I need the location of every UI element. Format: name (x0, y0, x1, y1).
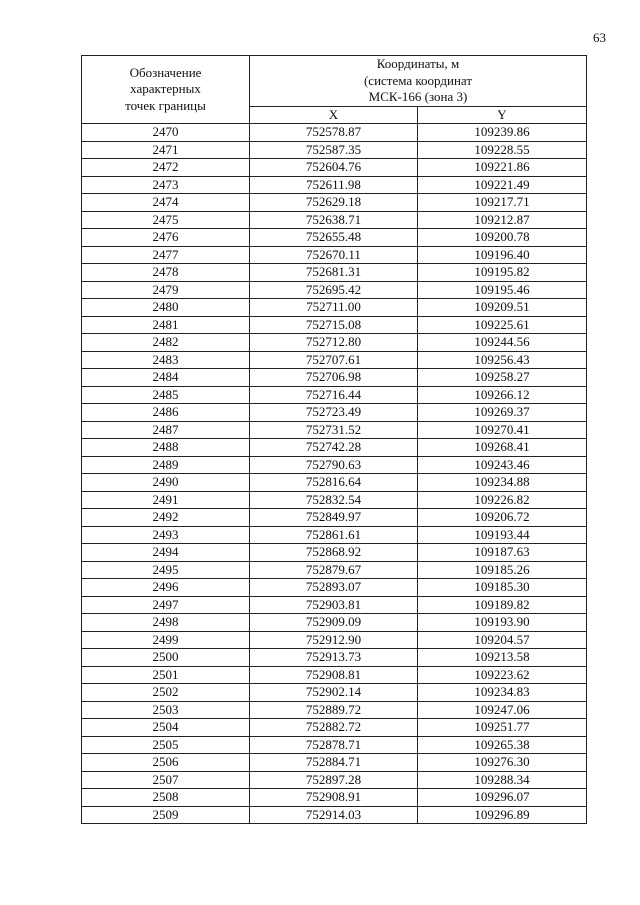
y-coordinate-cell: 109206.72 (418, 509, 587, 527)
table-row (82, 596, 587, 614)
table-row (82, 176, 587, 194)
point-id-cell: 2488 (82, 439, 250, 457)
x-coordinate-cell: 752716.44 (250, 386, 418, 404)
y-coordinate-cell: 109266.12 (418, 386, 587, 404)
y-coordinate-cell: 109256.43 (418, 351, 587, 369)
coordinates-table (81, 55, 587, 824)
x-coordinate-cell: 752731.52 (250, 421, 418, 439)
x-coordinate-cell: 752884.71 (250, 754, 418, 772)
y-column-header: Y (418, 106, 587, 124)
table-row (82, 649, 587, 667)
x-coordinate-cell: 752879.67 (250, 561, 418, 579)
y-coordinate-cell: 109247.06 (418, 701, 587, 719)
x-coordinate-cell: 752914.03 (250, 806, 418, 824)
point-id-cell: 2474 (82, 194, 250, 212)
table-row (82, 439, 587, 457)
y-coordinate-cell: 109212.87 (418, 211, 587, 229)
y-coordinate-cell: 109185.30 (418, 579, 587, 597)
point-id-cell: 2498 (82, 614, 250, 632)
x-coordinate-cell: 752908.81 (250, 666, 418, 684)
x-coordinate-cell: 752655.48 (250, 229, 418, 247)
point-header-line: характерных (130, 81, 201, 97)
table-row (82, 544, 587, 562)
y-coordinate-cell: 109221.86 (418, 159, 587, 177)
x-coordinate-cell: 752868.92 (250, 544, 418, 562)
y-coordinate-cell: 109189.82 (418, 596, 587, 614)
y-coordinate-cell: 109269.37 (418, 404, 587, 422)
table-row (82, 806, 587, 824)
point-id-cell: 2507 (82, 771, 250, 789)
point-id-cell: 2481 (82, 316, 250, 334)
point-id-cell: 2496 (82, 579, 250, 597)
table-row (82, 404, 587, 422)
table-row (82, 369, 587, 387)
table-row (82, 666, 587, 684)
y-coordinate-cell: 109221.49 (418, 176, 587, 194)
point-id-cell: 2493 (82, 526, 250, 544)
y-coordinate-cell: 109193.44 (418, 526, 587, 544)
table-row (82, 281, 587, 299)
point-id-cell: 2470 (82, 124, 250, 142)
point-id-cell: 2482 (82, 334, 250, 352)
y-coordinate-cell: 109265.38 (418, 736, 587, 754)
point-id-cell: 2491 (82, 491, 250, 509)
y-coordinate-cell: 109195.46 (418, 281, 587, 299)
table-row (82, 229, 587, 247)
coords-header-line: МСК-166 (зона 3) (368, 89, 468, 104)
table-row (82, 264, 587, 282)
x-coordinate-cell: 752578.87 (250, 124, 418, 142)
y-coordinate-cell: 109226.82 (418, 491, 587, 509)
table-row (82, 491, 587, 509)
point-header-line: Обозначение (129, 64, 202, 80)
y-coordinate-cell: 109270.41 (418, 421, 587, 439)
table-row (82, 684, 587, 702)
x-coordinate-cell: 752912.90 (250, 631, 418, 649)
point-id-cell: 2501 (82, 666, 250, 684)
y-coordinate-cell: 109223.62 (418, 666, 587, 684)
table-row (82, 719, 587, 737)
table-row (82, 124, 587, 142)
point-id-cell: 2483 (82, 351, 250, 369)
x-coordinate-cell: 752712.80 (250, 334, 418, 352)
x-coordinate-cell: 752711.00 (250, 299, 418, 317)
y-coordinate-cell: 109200.78 (418, 229, 587, 247)
y-coordinate-cell: 109276.30 (418, 754, 587, 772)
point-id-cell: 2480 (82, 299, 250, 317)
point-id-cell: 2478 (82, 264, 250, 282)
table-row (82, 736, 587, 754)
y-coordinate-cell: 109234.88 (418, 474, 587, 492)
y-coordinate-cell: 109204.57 (418, 631, 587, 649)
point-id-cell: 2490 (82, 474, 250, 492)
table-row (82, 526, 587, 544)
table-row (82, 771, 587, 789)
x-coordinate-cell: 752849.97 (250, 509, 418, 527)
x-coordinate-cell: 752670.11 (250, 246, 418, 264)
table-row (82, 299, 587, 317)
point-id-cell: 2497 (82, 596, 250, 614)
table-row (82, 509, 587, 527)
x-coordinate-cell: 752882.72 (250, 719, 418, 737)
y-coordinate-cell: 109296.07 (418, 789, 587, 807)
y-coordinate-cell: 109251.77 (418, 719, 587, 737)
table-row (82, 614, 587, 632)
coords-header-line: (система координат (363, 72, 473, 88)
point-id-cell: 2472 (82, 159, 250, 177)
table-row (82, 421, 587, 439)
point-id-cell: 2476 (82, 229, 250, 247)
table-row (82, 316, 587, 334)
y-coordinate-cell: 109217.71 (418, 194, 587, 212)
point-header-line: точек границы (125, 97, 206, 113)
x-coordinate-cell: 752832.54 (250, 491, 418, 509)
y-coordinate-cell: 109195.82 (418, 264, 587, 282)
y-coordinate-cell: 109185.26 (418, 561, 587, 579)
point-id-cell: 2509 (82, 806, 250, 824)
point-id-cell: 2500 (82, 649, 250, 667)
point-id-cell: 2477 (82, 246, 250, 264)
point-column-header (82, 56, 250, 124)
point-id-cell: 2484 (82, 369, 250, 387)
x-coordinate-cell: 752816.64 (250, 474, 418, 492)
x-coordinate-cell: 752889.72 (250, 701, 418, 719)
table-row (82, 386, 587, 404)
y-coordinate-cell: 109228.55 (418, 141, 587, 159)
x-coordinate-cell: 752913.73 (250, 649, 418, 667)
point-id-cell: 2508 (82, 789, 250, 807)
x-coordinate-cell: 752629.18 (250, 194, 418, 212)
table-body (82, 124, 587, 824)
point-id-cell: 2487 (82, 421, 250, 439)
y-coordinate-cell: 109187.63 (418, 544, 587, 562)
point-id-cell: 2502 (82, 684, 250, 702)
x-coordinate-cell: 752893.07 (250, 579, 418, 597)
point-id-cell: 2495 (82, 561, 250, 579)
table-header (82, 56, 587, 124)
table-row (82, 141, 587, 159)
y-coordinate-cell: 109196.40 (418, 246, 587, 264)
table-row (82, 561, 587, 579)
table-row (82, 194, 587, 212)
point-id-cell: 2504 (82, 719, 250, 737)
point-id-cell: 2486 (82, 404, 250, 422)
x-coordinate-cell: 752695.42 (250, 281, 418, 299)
y-coordinate-cell: 109268.41 (418, 439, 587, 457)
point-id-cell: 2485 (82, 386, 250, 404)
y-coordinate-cell: 109239.86 (418, 124, 587, 142)
point-id-cell: 2489 (82, 456, 250, 474)
point-id-cell: 2494 (82, 544, 250, 562)
x-coordinate-cell: 752587.35 (250, 141, 418, 159)
point-id-cell: 2503 (82, 701, 250, 719)
y-coordinate-cell: 109234.83 (418, 684, 587, 702)
coordinates-column-header (250, 56, 587, 107)
y-coordinate-cell: 109258.27 (418, 369, 587, 387)
point-id-cell: 2471 (82, 141, 250, 159)
table-row (82, 474, 587, 492)
table-row (82, 334, 587, 352)
table-row (82, 579, 587, 597)
table-row (82, 211, 587, 229)
page-number: 63 (593, 30, 606, 45)
x-coordinate-cell: 752611.98 (250, 176, 418, 194)
x-column-header: X (250, 106, 418, 124)
point-id-cell: 2506 (82, 754, 250, 772)
y-coordinate-cell: 109288.34 (418, 771, 587, 789)
point-id-cell: 2499 (82, 631, 250, 649)
x-coordinate-cell: 752681.31 (250, 264, 418, 282)
x-coordinate-cell: 752723.49 (250, 404, 418, 422)
x-coordinate-cell: 752903.81 (250, 596, 418, 614)
y-coordinate-cell: 109243.46 (418, 456, 587, 474)
y-coordinate-cell: 109213.58 (418, 649, 587, 667)
x-coordinate-cell: 752790.63 (250, 456, 418, 474)
x-coordinate-cell: 752902.14 (250, 684, 418, 702)
y-coordinate-cell: 109296.89 (418, 806, 587, 824)
table-row (82, 159, 587, 177)
y-coordinate-cell: 109193.90 (418, 614, 587, 632)
y-coordinate-cell: 109209.51 (418, 299, 587, 317)
x-coordinate-cell: 752878.71 (250, 736, 418, 754)
point-id-cell: 2475 (82, 211, 250, 229)
x-coordinate-cell: 752908.91 (250, 789, 418, 807)
table-row (82, 246, 587, 264)
point-id-cell: 2479 (82, 281, 250, 299)
table-row (82, 456, 587, 474)
point-id-cell: 2505 (82, 736, 250, 754)
x-coordinate-cell: 752897.28 (250, 771, 418, 789)
point-id-cell: 2473 (82, 176, 250, 194)
x-coordinate-cell: 752707.61 (250, 351, 418, 369)
y-coordinate-cell: 109244.56 (418, 334, 587, 352)
x-coordinate-cell: 752638.71 (250, 211, 418, 229)
x-coordinate-cell: 752861.61 (250, 526, 418, 544)
x-coordinate-cell: 752715.08 (250, 316, 418, 334)
x-coordinate-cell: 752604.76 (250, 159, 418, 177)
y-coordinate-cell: 109225.61 (418, 316, 587, 334)
table-row (82, 789, 587, 807)
x-coordinate-cell: 752909.09 (250, 614, 418, 632)
coords-header-line: Координаты, м (376, 56, 460, 71)
table-row (82, 701, 587, 719)
x-coordinate-cell: 752706.98 (250, 369, 418, 387)
x-coordinate-cell: 752742.28 (250, 439, 418, 457)
point-id-cell: 2492 (82, 509, 250, 527)
table-row (82, 754, 587, 772)
table-row (82, 631, 587, 649)
table-row (82, 351, 587, 369)
